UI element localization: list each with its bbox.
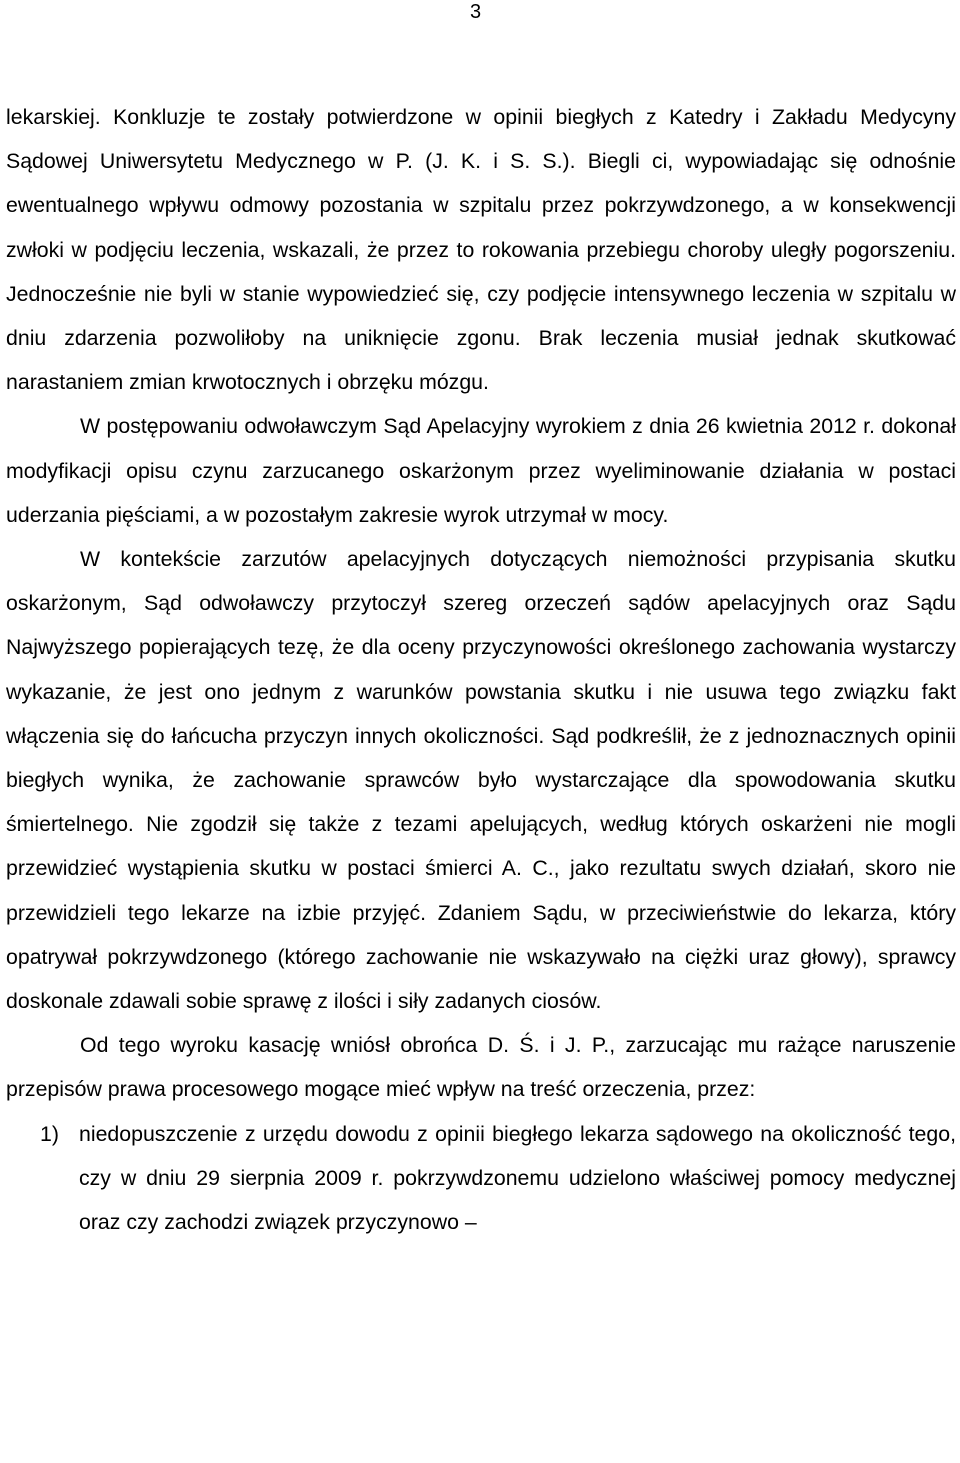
document-body: [6, 95, 956, 1244]
paragraph-1: lekarskiej. Konkluzje te zostały potwierdzone w opinii biegłych z Katedry i Zakładu Medycyny Sądowej Uniwersytetu Medycznego w P. (J. K. i S. S.). Biegli ci, wypowiadając się odnośnie ewentualnego wpływu odmowy pozostania w szpitalu przez pokrzywdzonego, a w konsekwencji zwłoki w podjęciu leczenia, wskazali, że przez to rokowania przebiegu choroby uległy pogorszeniu. Jednocześnie nie byli w stanie wypowiedzieć się, czy podjęcie intensywnego leczenia w szpitalu w dniu zdarzenia pozwoliłoby na uniknięcie zgonu. Brak leczenia musiał jednak skutkować narastaniem zmian krwotocznych i obrzęku mózgu.: [6, 105, 956, 395]
paragraph-3: W kontekście zarzutów apelacyjnych dotyczących niemożności przypisania skutku oskarżonym, Sąd odwoławczy przytoczył szereg orzeczeń sądów apelacyjnych oraz Sądu Najwyższego popierających tezę, że dla oceny przyczynowości określonego zachowania wystarczy wykazanie, że jest ono jednym z warunków powstania skutku i nie usuwa tego związku fakt włączenia się do łańcucha przyczyn innych okoliczności. Sąd podkreślił, że z jednoznacznych opinii biegłych wynika, że zachowanie sprawców było wystarczające dla spowodowania skutku śmiertelnego. Nie zgodził się także z tezami apelujących, według których oskarżeni nie mogli przewidzieć wystąpienia skutku w postaci śmierci A. C., jako rezultatu swych działań, skoro nie przewidzieli tego lekarze na izbie przyjęć. Zdaniem Sądu, w przeciwieństwie do lekarza, który opatrywał pokrzywdzonego (którego zachowanie nie wskazywało na ciężki uraz głowy), sprawcy doskonale zdawali sobie sprawę z ilości i siły zadanych ciosów.: [6, 547, 956, 1014]
paragraph-2: W postępowaniu odwoławczym Sąd Apelacyjny wyrokiem z dnia 26 kwietnia 2012 r. dokonał modyfikacji opisu czynu zarzucanego oskarżonym przez wyeliminowanie działania w postaci uderzania pięściami, a w pozostałym zakresie wyrok utrzymał w mocy.: [6, 414, 956, 527]
list-item: [6, 1112, 956, 1245]
paragraph-4: Od tego wyroku kasację wniósł obrońca D. Ś. i J. P., zarzucając mu rażące naruszenie przepisów prawa procesowego mogące mieć wpływ na treść orzeczenia, przez:: [6, 1033, 956, 1102]
list-item-text: niedopuszczenie z urzędu dowodu z opinii biegłego lekarza sądowego na okoliczność tego, czy w dniu 29 sierpnia 2009 r. pokrzywdzonemu udzielono właściwej pomocy medycznej oraz czy zachodzi związek przyczynowo –: [79, 1121, 956, 1235]
page-number: 3: [470, 1, 482, 23]
list-marker: 1): [40, 1121, 59, 1146]
